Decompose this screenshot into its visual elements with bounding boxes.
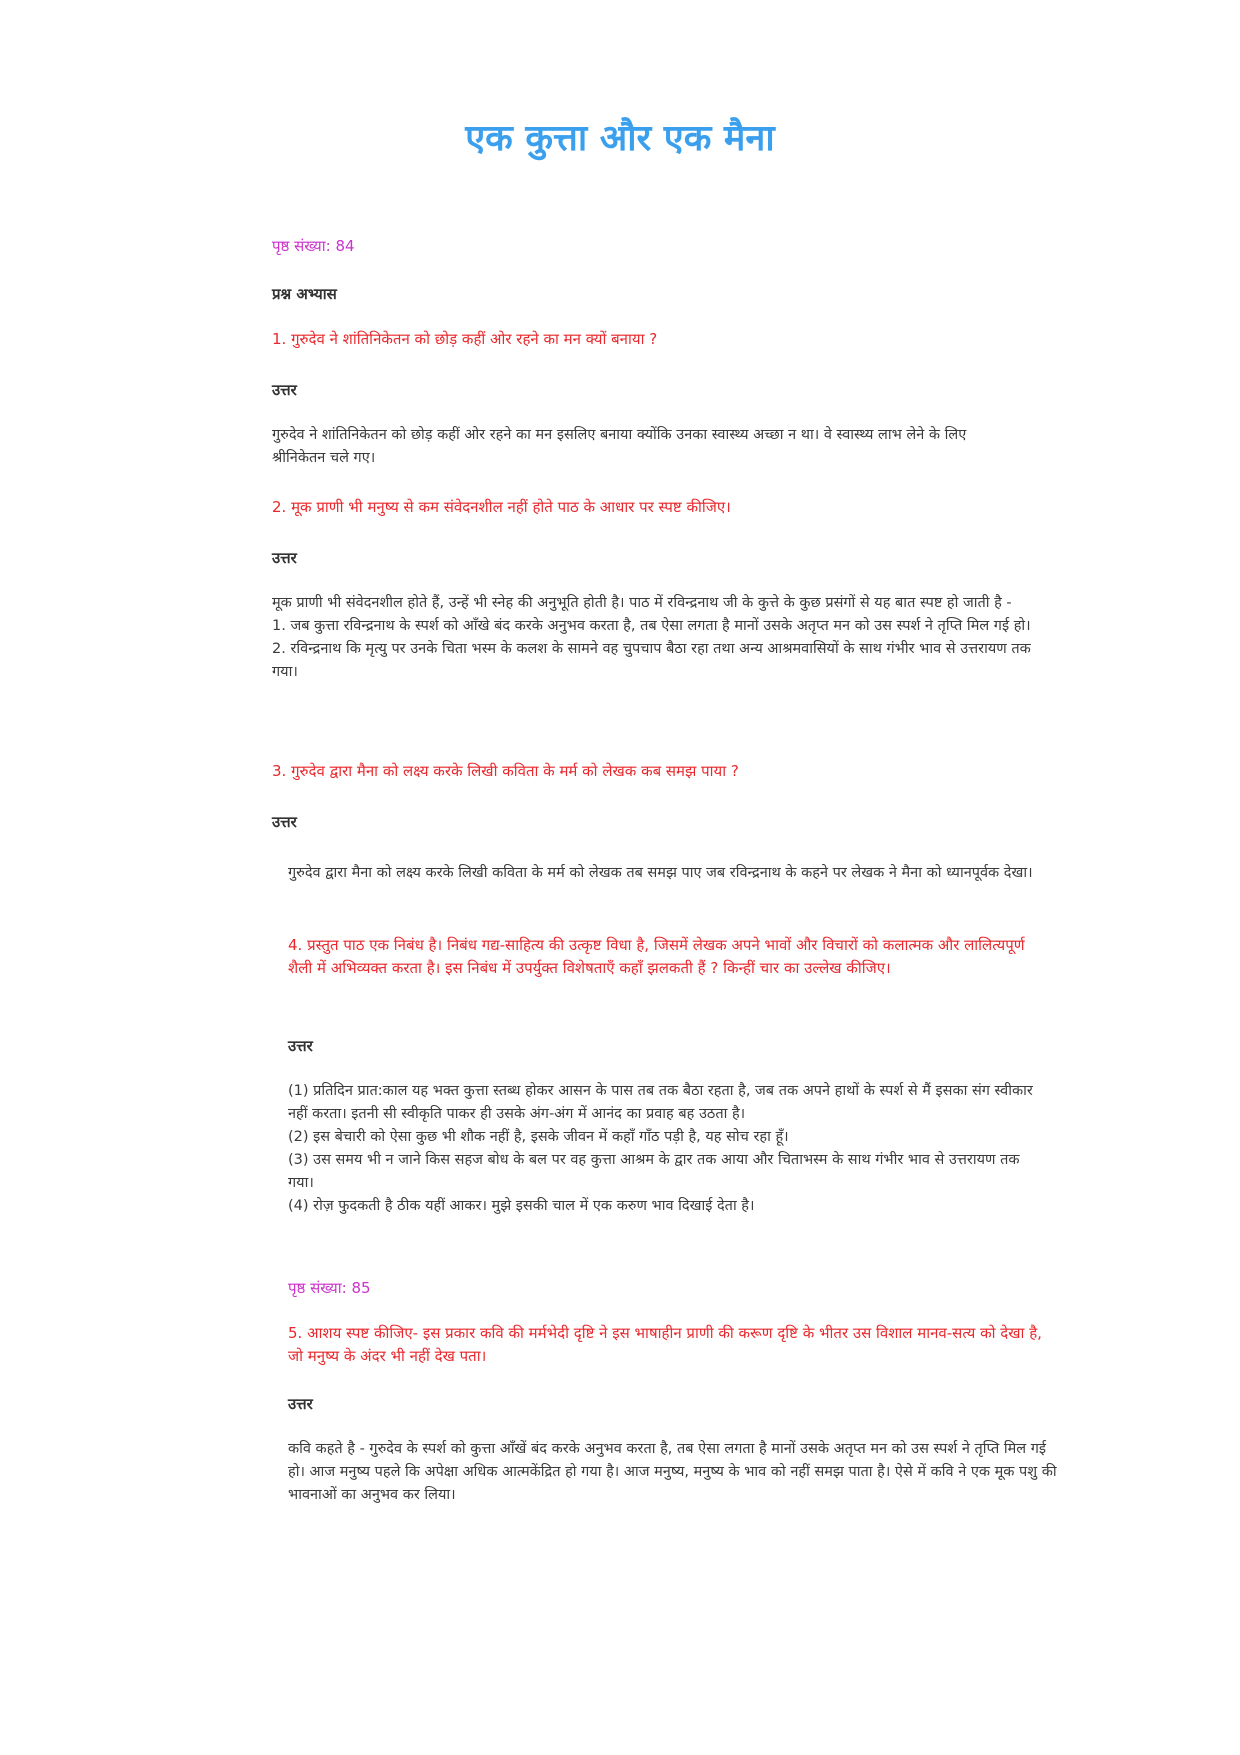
answer-label-3: उत्तर <box>272 813 297 831</box>
page-number-84: पृष्ठ संख्या: 84 <box>272 237 355 255</box>
question-3: 3. गुरुदेव द्वारा मैना को लक्ष्य करके लिखी कविता के मर्म को लेखक कब समझ पाया ? <box>272 762 739 780</box>
answer-1: गुरुदेव ने शांतिनिकेतन को छोड़ कहीं ओर रहने का मन इसलिए बनाया क्योंकि उनका स्वास्थ्य अच्छा न था। वे स्वास्थ्य लाभ लेने के लिए श्रीनिकेतन चले गए। <box>272 427 967 466</box>
answer-4-point-2: (2) इस बेचारी को ऐसा कुछ भी शौक नहीं है, इसके जीवन में कहाँ गाँठ पड़ी है, यह सोच रहा हूँ। <box>288 1129 789 1145</box>
answer-label-5: उत्तर <box>288 1395 313 1413</box>
answer-label-1: उत्तर <box>272 381 297 399</box>
question-1: 1. गुरुदेव ने शांतिनिकेतन को छोड़ कहीं ओर रहने का मन क्यों बनाया ? <box>272 330 658 348</box>
answer-2 <box>272 592 1032 684</box>
answer-5: कवि कहते है - गुरुदेव के स्पर्श को कुत्ता आँखें बंद करके अनुभव करता है, तब ऐसा लगता है मानों उसके अतृप्त मन को उस स्पर्श ने तृप्ति मिल गई हो। आज मनुष्य पहले कि अपेक्षा अधिक आत्मकेंद्रित हो गया है। आज मनुष्य, मनुष्य के भाव को नहीं समझ पाता है। ऐसे में कवि ने एक मूक पशु की भावनाओं का अनुभव कर लिया। <box>288 1441 1057 1503</box>
answer-4 <box>288 1080 1048 1218</box>
answer-4-point-4: (4) रोज़ फुदकती है ठीक यहीं आकर। मुझे इसकी चाल में एक करुण भाव दिखाई देता है। <box>288 1198 755 1214</box>
answer-2-point-2: 2. रविन्द्रनाथ कि मृत्यु पर उनके चिता भस्म के कलश के सामने वह चुपचाप बैठा रहा तथा अन्य आश्रमवासियों के साथ गंभीर भाव से उत्तरायण तक गया। <box>272 641 1031 680</box>
answer-label-4: उत्तर <box>288 1037 313 1055</box>
answer-3: गुरुदेव द्वारा मैना को लक्ष्य करके लिखी कविता के मर्म को लेखक तब समझ पाए जब रविन्द्रनाथ के कहने पर लेखक ने मैना को ध्यानपूर्वक देखा। <box>288 865 1033 881</box>
document-title: एक कुत्ता और एक मैना <box>465 118 775 159</box>
question-2: 2. मूक प्राणी भी मनुष्य से कम संवेदनशील नहीं होते पाठ के आधार पर स्पष्ट कीजिए। <box>272 498 731 516</box>
answer-2-intro: मूक प्राणी भी संवेदनशील होते हैं, उन्हें भी स्नेह की अनुभूति होती है। पाठ में रविन्द्रनाथ जी के कुत्ते के कुछ प्रसंगों से यह बात स्पष्ट हो जाती है - <box>272 595 1012 611</box>
answer-4-point-3: (3) उस समय भी न जाने किस सहज बोध के बल पर वह कुत्ता आश्रम के द्वार तक आया और चिताभस्म के साथ गंभीर भाव से उत्तरायण तक गया। <box>288 1152 1020 1191</box>
page-number-85: पृष्ठ संख्या: 85 <box>288 1279 371 1297</box>
exercise-heading: प्रश्न अभ्यास <box>272 285 337 303</box>
answer-2-point-1: 1. जब कुत्ता रविन्द्रनाथ के स्पर्श को आँखे बंद करके अनुभव करता है, तब ऐसा लगता है मानों उसके अतृप्त मन को उस स्पर्श ने तृप्ति मिल गई हो। <box>272 618 1031 634</box>
question-5: 5. आशय स्पष्ट कीजिए- इस प्रकार कवि की मर्मभेदी दृष्टि ने इस भाषाहीन प्राणी की करूण दृष्टि के भीतर उस विशाल मानव-सत्य को देखा है, जो मनुष्य के अंदर भी नहीं देख पता। <box>288 1324 1042 1365</box>
question-4: 4. प्रस्तुत पाठ एक निबंध है। निबंध गद्य-साहित्य की उत्कृष्ट विधा है, जिसमें लेखक अपने भावों और विचारों को कलात्मक और लालित्यपूर्ण शैली में अभिव्यक्त करता है। इस निबंध में उपर्युक्त विशेषताएँ कहाँ झलकती हैं ? किन्हीं चार का उल्लेख कीजिए। <box>288 936 1025 977</box>
answer-label-2: उत्तर <box>272 549 297 567</box>
answer-4-point-1: (1) प्रतिदिन प्रात:काल यह भक्त कुत्ता स्तब्ध होकर आसन के पास तब तक बैठा रहता है, जब तक अपने हाथों के स्पर्श से मैं इसका संग स्वीकार नहीं करता। इतनी सी स्वीकृति पाकर ही उसके अंग-अंग में आनंद का प्रवाह बह उठता है। <box>288 1083 1033 1122</box>
